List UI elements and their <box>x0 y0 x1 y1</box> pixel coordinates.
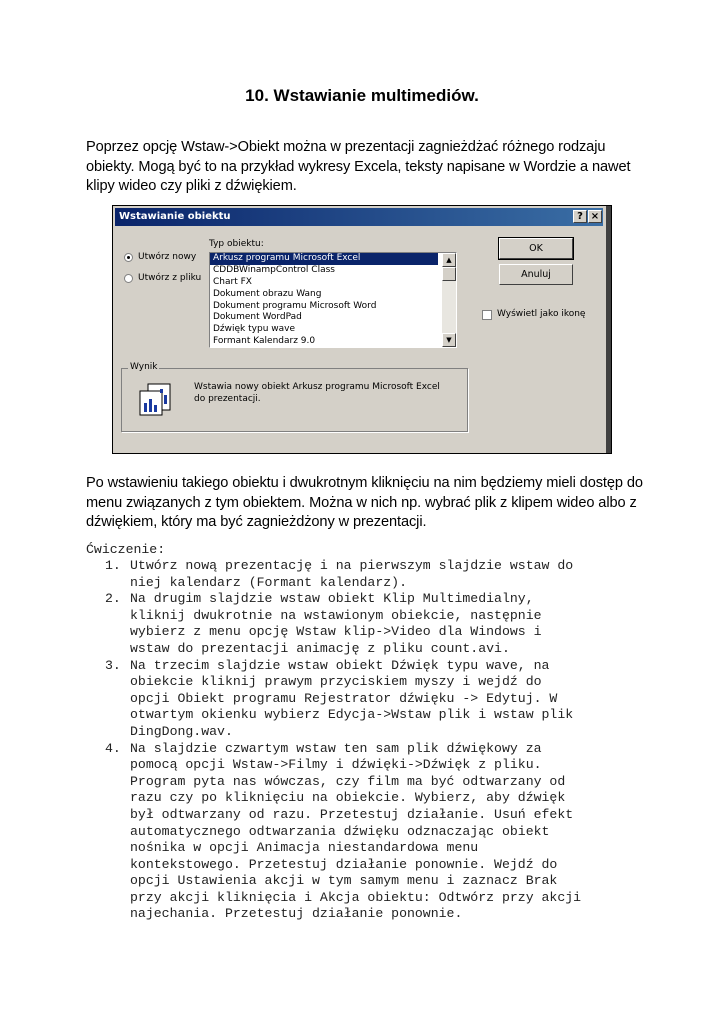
result-description: Wstawia nowy obiekt Arkusz programu Microsoft Excel do prezentacji. <box>194 382 440 404</box>
radio-create-new[interactable] <box>124 253 133 262</box>
exercise-line: przy akcji kliknięcia i Akcja obiektu: Odtwórz przy akcji <box>130 889 582 905</box>
exercise-line: Na slajdzie czwartym wstaw ten sam plik dźwiękowy za <box>130 740 542 756</box>
exercise-line: DingDong.wav. <box>130 723 233 739</box>
ok-button[interactable]: OK <box>499 238 573 259</box>
radio-create-from-file-label: Utwórz z pliku <box>138 273 202 283</box>
exercise-line: Program pyta nas wówczas, czy film ma być odtwarzany od <box>130 773 566 789</box>
show-as-icon-checkbox[interactable] <box>482 310 492 320</box>
intro-paragraph: Poprzez opcję Wstaw->Obiekt można w prezentacji zagnieżdżać różnego rodzaju obiekty. Mogą być to na przykład wykresy Excela, teksty napisane w Wordzie a nawet klipy wideo czy pliki z dźwiękiem. <box>86 139 631 194</box>
list-scrollbar[interactable] <box>442 253 456 347</box>
exercise-item <box>86 591 646 657</box>
dialog-title: Wstawianie obiektu <box>119 211 231 222</box>
scroll-thumb[interactable] <box>442 267 456 281</box>
excel-object-icon <box>138 383 178 417</box>
list-item[interactable]: Dźwięk typu wave <box>213 324 295 335</box>
radio-create-from-file[interactable] <box>124 274 133 283</box>
page-title: 10. Wstawianie multimediów. <box>245 86 479 105</box>
exercise-line: obiekcie kliknij prawym przyciskiem myszy i wejdź do <box>130 674 542 690</box>
exercise-number: 4. <box>105 740 121 756</box>
list-item[interactable]: Dokument programu Microsoft Word <box>213 300 377 311</box>
exercise-item <box>86 558 646 591</box>
radio-create-new-label: Utwórz nowy <box>138 252 197 262</box>
list-item[interactable]: Dokument WordPad <box>213 312 302 323</box>
object-type-label: Typ obiektu: <box>209 239 264 249</box>
result-group <box>121 362 468 432</box>
after-paragraph: Po wstawieniu takiego obiektu i dwukrotnym kliknięciu na nim będziemy mieli dostęp do menu związanych z tym obiektem. Można w nich np. wybrać plik z klipem wideo albo z dźwiękiem, który ma być zagnieżdżony w prezentacji. <box>86 475 643 530</box>
exercise-line: Utwórz nową prezentację i na pierwszym slajdzie wstaw do <box>130 558 574 573</box>
exercise-number: 1. <box>105 558 121 573</box>
list-item[interactable]: Dokument obrazu Wang <box>213 288 322 299</box>
close-button[interactable]: × <box>588 210 602 223</box>
insert-object-dialog <box>112 205 612 454</box>
show-as-icon-label: Wyświetl jako ikonę <box>497 309 586 319</box>
exercise-line: niej kalendarz (Formant kalendarz). <box>130 574 407 590</box>
exercise-item <box>86 658 646 741</box>
exercise-line: był odtwarzany od razu. Przetestuj działanie. Usuń efekt <box>130 806 574 822</box>
exercise-line: opcji Obiekt programu Rejestrator dźwięku -> Edytuj. W <box>130 690 558 706</box>
help-button[interactable]: ? <box>573 210 587 223</box>
exercise-line: Na trzecim slajdzie wstaw obiekt Dźwięk typu wave, na <box>130 657 550 673</box>
scroll-up-icon[interactable]: ▲ <box>442 253 456 267</box>
dialog-edge <box>606 206 611 453</box>
exercise-line: wstaw do prezentacji animację z pliku count.avi. <box>130 640 510 656</box>
list-item[interactable]: Chart FX <box>213 276 252 287</box>
exercise-line: najechania. Przetestuj działanie ponownie. <box>130 906 463 922</box>
list-item[interactable]: CDDBWinampControl Class <box>213 264 335 275</box>
list-item[interactable]: Formant Kalendarz 9.0 <box>213 336 316 347</box>
exercise-line: opcji Ustawienia akcji w tym samym menu i zaznacz Brak <box>130 873 558 889</box>
exercise-number: 2. <box>105 591 121 607</box>
exercise-line: Na drugim slajdzie wstaw obiekt Klip Multimedialny, <box>130 591 534 607</box>
exercise-line: pomocą opcji Wstaw->Filmy i dźwięki->Dźwięk z pliku. <box>130 757 542 773</box>
exercise-line: automatycznego odtwarzania dźwięku odznaczając obiekt <box>130 823 550 839</box>
exercise-line: kontekstowego. Przetestuj działanie ponownie. Wejdź do <box>130 856 558 872</box>
exercise-heading: Ćwiczenie: <box>86 542 166 557</box>
cancel-button[interactable]: Anuluj <box>499 264 573 285</box>
exercise-item <box>86 741 646 924</box>
exercise-line: wybierz z menu opcję Wstaw klip->Video dla Windows i <box>130 624 542 640</box>
object-type-list[interactable] <box>209 252 457 348</box>
exercise-line: razu czy po kliknięciu na obiekcie. Wybierz, aby dźwięk <box>130 790 566 806</box>
exercise-line: nośnika w opcji Animacja niestandardowa menu <box>130 840 479 856</box>
exercise-list <box>86 558 646 923</box>
exercise-line: otwartym okienku wybierz Edycja->Wstaw plik i wstaw plik <box>130 707 574 723</box>
exercise-line: kliknij dwukrotnie na wstawionym obiekcie, następnie <box>130 607 542 623</box>
result-label: Wynik <box>130 362 158 372</box>
scroll-down-icon[interactable]: ▼ <box>442 333 456 347</box>
exercise-number: 3. <box>105 657 121 673</box>
list-item[interactable]: Arkusz programu Microsoft Excel <box>210 253 438 265</box>
dialog-titlebar <box>115 208 603 226</box>
